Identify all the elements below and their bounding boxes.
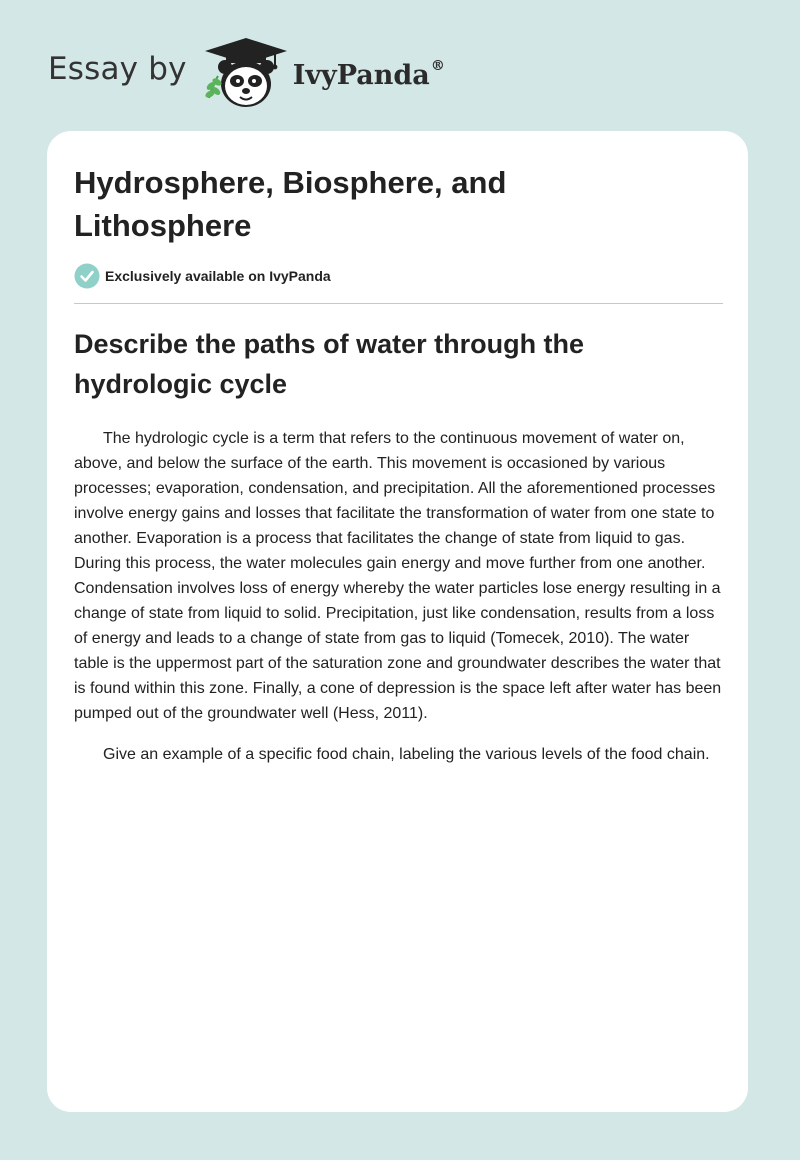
essay-card <box>47 131 748 1112</box>
title-divider <box>74 303 723 304</box>
page-title: Hydrosphere, Biosphere, and Lithosphere <box>74 165 507 243</box>
registered-mark: ® <box>430 57 445 74</box>
exclusive-badge <box>74 263 331 289</box>
essay-by-label: Essay by <box>48 51 187 87</box>
site-brand[interactable] <box>48 36 445 110</box>
essay-body <box>74 426 724 783</box>
brand-name-text: IvyPanda <box>292 59 430 91</box>
check-circle-icon <box>74 263 100 289</box>
paragraph: The hydrologic cycle is a term that refers to the continuous movement of water on, above, and below the surface of the earth. This movement is occasioned by various processes; evaporation, condensation, and precipitation. All the aforementioned processes involve energy gains and losses that facilitate the transformation of water from one state to another. Evaporation is a process that facilitates the change of state from liquid to gas. During this process, the water molecules gain energy and move further from one another. Condensation involves loss of energy whereby the water particles lose energy resulting in a change of state from liquid to solid. Precipitation, just like condensation, results from a loss of energy and leads to a change of state from gas to liquid (Tomecek, 2010). The water table is the uppermost part of the saturation zone and groundwater describes the water that is found within this zone. Finally, a cone of depression is the space left after water has been pumped out of the groundwater well (Hess, 2011). <box>74 430 722 722</box>
panda-logo-icon <box>201 36 291 110</box>
brand-name <box>292 57 445 91</box>
badge-label: Exclusively available on IvyPanda <box>105 268 331 284</box>
section-heading: Describe the paths of water through the hydrologic cycle <box>74 329 585 399</box>
paragraph: Give an example of a specific food chain, labeling the various levels of the food chain. <box>103 746 710 763</box>
